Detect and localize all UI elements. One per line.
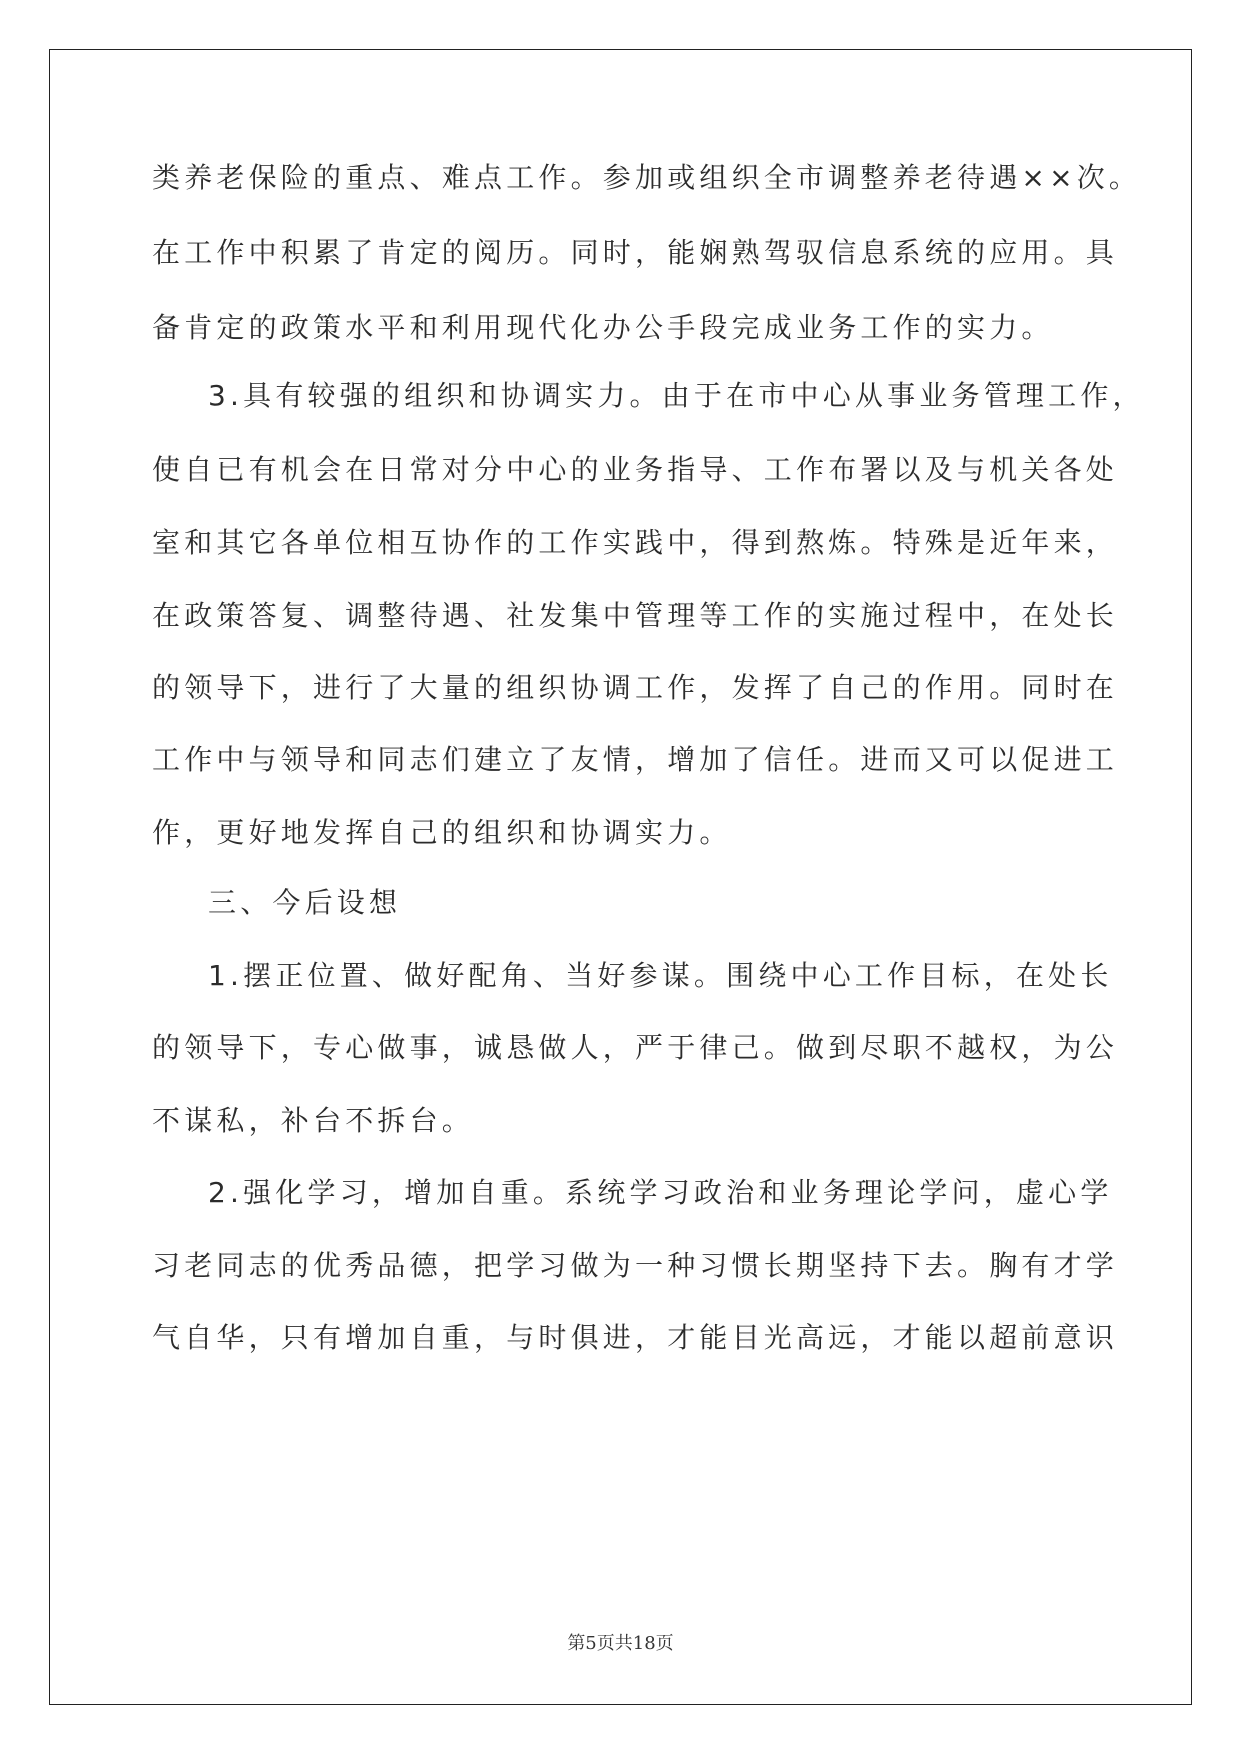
body-line: 使自已有机会在日常对分中心的业务指导、工作布署以及与机关各处 [152,453,1119,486]
body-line: 室和其它各单位相互协作的工作实践中，得到熬炼。特殊是近年来， [152,526,1119,559]
body-line: 备肯定的政策水平和利用现代化办公手段完成业务工作的实力。 [152,311,1054,344]
body-line: 习老同志的优秀品德，把学习做为一种习惯长期坚持下去。胸有才学 [152,1249,1119,1282]
body-line: 在工作中积累了肯定的阅历。同时，能娴熟驾驭信息系统的应用。具 [152,236,1119,269]
section-heading: 三、今后设想 [208,886,402,919]
paragraph-start-line: 1.摆正位置、做好配角、当好参谋。围绕中心工作目标，在处长 [208,959,1113,992]
body-line: 工作中与领导和同志们建立了友情，增加了信任。进而又可以促进工 [152,743,1119,776]
body-line: 在政策答复、调整待遇、社发集中管理等工作的实施过程中，在处长 [152,599,1119,632]
paragraph-start-line: 3.具有较强的组织和协调实力。由于在市中心从事业务管理工作， [208,379,1145,412]
body-line: 不谋私，补台不拆台。 [152,1104,475,1137]
page-border [49,49,1192,1705]
body-line: 的领导下，专心做事，诚恳做人，严于律己。做到尽职不越权，为公 [152,1031,1119,1064]
page-footer [0,1632,1241,1656]
body-line: 气自华，只有增加自重，与时俱进，才能目光高远，才能以超前意识 [152,1321,1119,1354]
page-total: 共18页 [614,1633,674,1654]
body-line: 作，更好地发挥自己的组织和协调实力。 [152,816,732,849]
paragraph-start-line: 2.强化学习，增加自重。系统学习政治和业务理论学问，虚心学 [208,1176,1113,1209]
page-number: 第5页 [567,1633,615,1654]
body-line: 的领导下，进行了大量的组织协调工作，发挥了自己的作用。同时在 [152,671,1119,704]
body-line: 类养老保险的重点、难点工作。参加或组织全市调整养老待遇××次。 [152,161,1142,194]
